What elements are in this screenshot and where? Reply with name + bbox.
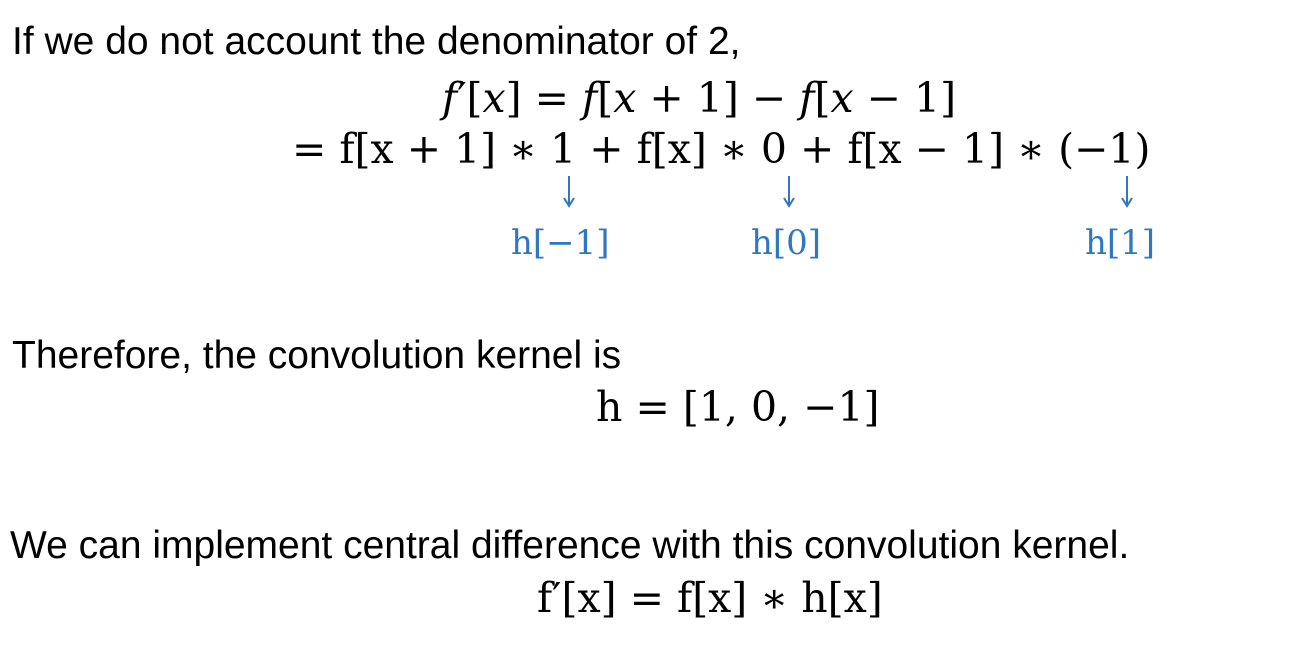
kernel-label-minus-one: h[−1] [511, 223, 610, 263]
kernel-intro-text: Therefore, the convolution kernel is [12, 334, 622, 377]
down-arrow-icon [1120, 176, 1134, 210]
equation-2: = f[x + 1] ∗ 1 + f[x] ∗ 0 + f[x − 1] ∗ (−1) [292, 125, 1151, 173]
down-arrow-icon [562, 176, 576, 210]
kernel-equation: h = [1, 0, −1] [596, 383, 880, 431]
kernel-label-one: h[1] [1085, 223, 1156, 263]
kernel-label-zero: h[0] [751, 223, 822, 263]
final-equation: f′[x] = f[x] ∗ h[x] [537, 574, 883, 622]
conclusion-text: We can implement central difference with this convolution kernel. [10, 524, 1130, 567]
down-arrow-icon [782, 176, 796, 210]
intro-text: If we do not account the denominator of 2, [12, 20, 741, 63]
equation-1: f′[x] = f[x + 1] − f[x − 1] [442, 74, 957, 122]
